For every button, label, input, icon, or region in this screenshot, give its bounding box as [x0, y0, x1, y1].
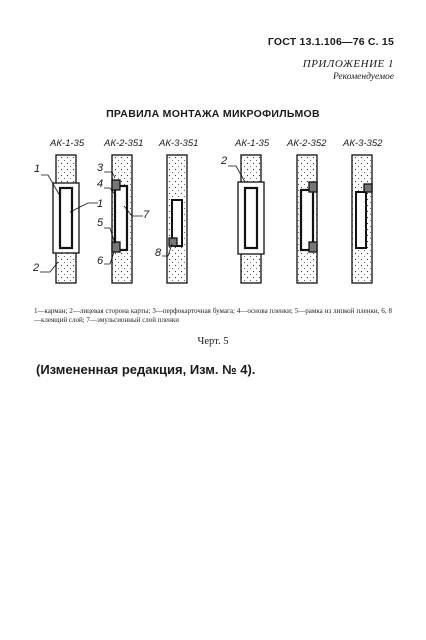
figure-number: Черт. 5	[197, 336, 229, 347]
callout-6: 6	[97, 255, 104, 267]
callout-2-b: 2	[221, 155, 228, 167]
callout-1-a: 1	[34, 163, 41, 175]
callout-8: 8	[155, 247, 162, 259]
label-ak-1-35-a: АК-1-35	[50, 138, 85, 149]
callout-3: 3	[97, 162, 104, 174]
film-5	[301, 190, 313, 250]
amendment-note: (Измененная редакция, Изм. № 4).	[36, 362, 256, 377]
label-ak-2-351: АК-2-351	[104, 138, 144, 149]
figure-caption: 1—карман; 2—лицевая сторона карты; 3—перфокарточная бумага; 4—основа пленки; 5—рамка из липкой пленки, 6, 8—клеящий слой; 7—эмульсионный слой пленки	[34, 307, 392, 324]
appendix-status: Рекомендуемое	[332, 72, 394, 82]
callout-4: 4	[97, 178, 104, 190]
label-ak-3-352: АК-3-352	[343, 138, 383, 149]
label-ak-3-351: АК-3-351	[159, 138, 199, 149]
label-ak-2-352: АК-2-352	[287, 138, 327, 149]
tab-2-top	[112, 180, 120, 190]
callout-2-a: 2	[33, 262, 40, 274]
film-6	[356, 192, 366, 248]
page-title: ПРАВИЛА МОНТАЖА МИКРОФИЛЬМОВ	[106, 108, 320, 120]
callout-1-b: 1	[97, 198, 104, 210]
tab-2-bottom	[112, 242, 120, 252]
tab-6	[364, 184, 372, 192]
callout-5: 5	[97, 217, 104, 229]
tab-5-bottom	[309, 242, 317, 252]
label-ak-1-35-b: АК-1-35	[235, 138, 270, 149]
gost-header: ГОСТ 13.1.106—76 С. 15	[267, 36, 394, 48]
film-1	[60, 188, 72, 248]
leader-2-a	[40, 262, 58, 272]
callout-7: 7	[143, 209, 150, 221]
appendix-title: ПРИЛОЖЕНИЕ 1	[302, 58, 394, 70]
film-2	[115, 186, 127, 250]
film-4	[245, 188, 257, 248]
tab-5-top	[309, 182, 317, 192]
mounting-diagram	[0, 0, 426, 300]
tab-3	[169, 238, 177, 246]
